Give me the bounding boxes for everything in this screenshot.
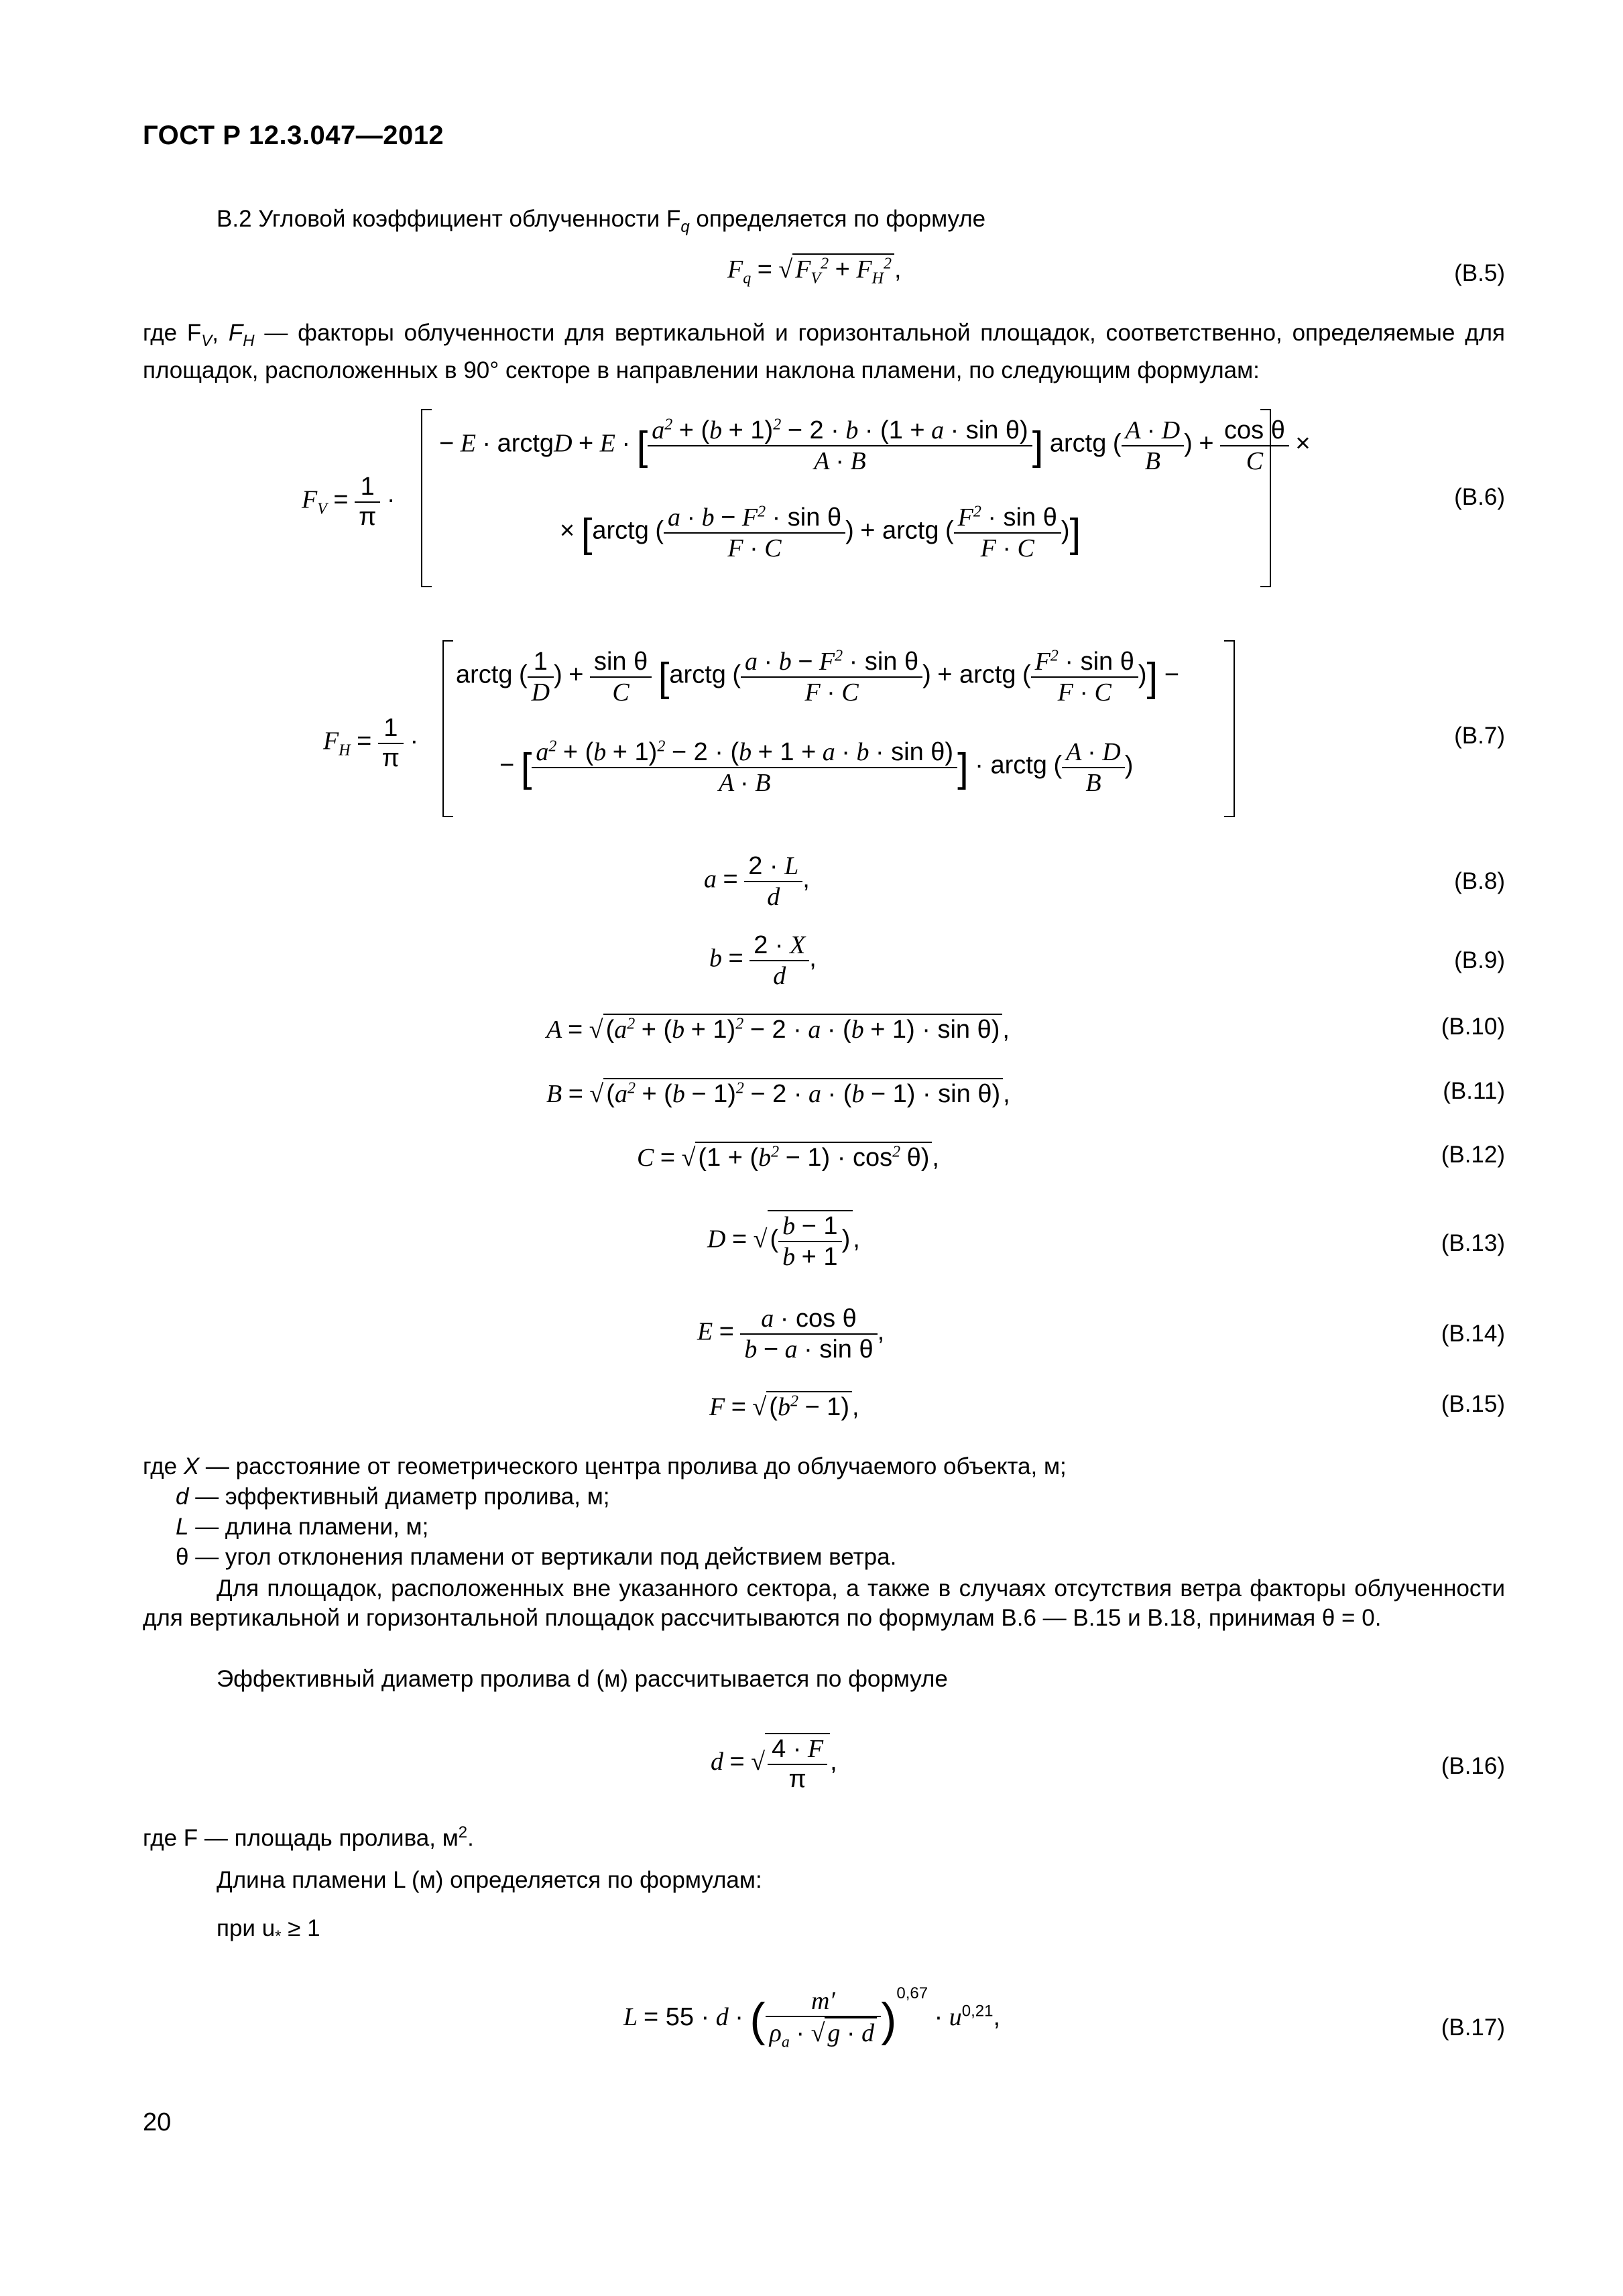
paragraph-b2-text: В.2 Угловой коэффициент облученности F xyxy=(217,206,681,232)
where-fv-prefix: где F xyxy=(143,320,202,346)
formula-b9: b = $\frac{2 \cdot X}{d}$ , xyxy=(709,931,817,990)
definition-symbol: d xyxy=(176,1484,189,1510)
formula-b10: A = √ $(a^2 + (b + 1)^2 - 2 \cdot a \cdot (b + 1) \cdot \sin \theta)$ , xyxy=(546,1014,1010,1044)
definition-symbol: L xyxy=(176,1514,189,1540)
definition-x: где X — расстояние от геометрического центра пролива до облучаемого объекта, м; xyxy=(143,1453,1067,1479)
paragraph-where-f: где F — площадь пролива, $м^2$. xyxy=(143,1823,474,1852)
definition-text: — расстояние от геометрического центра пролива до облучаемого объекта, м; xyxy=(205,1453,1067,1479)
paragraph-diameter: Эффективный диаметр пролива d (м) рассчитывается по формуле xyxy=(217,1666,948,1692)
right-brace xyxy=(1260,409,1271,587)
equation-number-b8: (В.8) xyxy=(1454,868,1505,894)
paragraph-condition: при $u_* \ge 1$ xyxy=(217,1915,320,1945)
equation-number-b7: (В.7) xyxy=(1454,723,1505,749)
equation-number-b11: (В.11) xyxy=(1443,1078,1505,1104)
equation-number-b9: (В.9) xyxy=(1454,947,1505,973)
definition-text: — эффективный диаметр пролива, м; xyxy=(195,1484,610,1510)
document-page: ГОСТ Р 12.3.047—2012 В.2 Угловой коэффициент облученности $F_q$ определяется по формуле $F_q$ = √ $F_V^2 + F_H^2$ , (В.5) где $F_V$, $F_H$ — факторы облученности для вертикальной и горизонтальной площадок, соответственно, определяемые для площадок, расположенных в 90° секторе в направлении наклона пламени, по следующим формулам: $F_V$ = $\frac{1}{\pi}$ · − E · arctgD + E · [ $\frac{a^2 + (b + 1)^2 - 2 \cdot b \cdot (1 + a \cdot \sin \theta)}{A \cdot B}$ ] arctg ( $\frac{A \cdot D}{B}$ ) + $\frac{\text{cos θ}}{C}$ × × [arctg ( $\frac{a \cdot b - F^2 \cdot \sin \theta}{F \cdot C}$ ) + arctg ( $\frac{F^2 \cdot \sin \theta}{F \cdot C}$ )] (В.6) $F_H$ = $\frac{1}{\pi}$ · arctg ( $\frac{1}{D}$ ) + $\frac{\text{sin θ}}{C}$ [arctg ( $\frac{a \cdot b - F^2 \cdot \sin \theta}{F \cdot C}$ ) + arctg ( $\frac{F^2 \cdot \sin \theta}{F \cdot C}$ )] − − [ $\frac{a^2 + (b + 1)^2 - 2 \cdot (b + 1 + a \cdot b \cdot \sin \theta)}{A \cdot B}$ ] · arctg ( $\frac{A \cdot D}{B}$ ) (В.7) a = $\frac{2 \cdot L}{d}$ , (В.8) b = $\frac{2 \cdot X}{d}$ , (В.9) A = √ $(a^2 + (b + 1)^2 - 2 \cdot a \cdot (b + 1) \cdot \sin \theta)$ , (В.10) B = √ $(a^2 + (b - 1)^2 - 2 \cdot a \cdot (b - 1) \cdot \sin \theta)$ , (В.11) C = √ $(1 + (b^2 - 1) \cdot \cos^2 \theta)$ , (В.12) D = √ ( $\frac{b - 1}{b + 1}$ ) , (В.13) E = $\frac{\text{a · cos θ}}{\text{b − a · sin θ}}$ , (В.14) F = √ $(b^2 - 1)$ , (В.15) где X — расстояние от геометрического центра пролива до облучаемого объекта, м; d — эффективный диаметр пролива, м; L — длина пламени, м; θ — угол отклонения пламени от вертикали под действием ветра. Для площадок, расположенных вне указанного сектора, а также в случаях отсутствия ветра факторы облученности для вертикальной и горизонтальной площадок рассчитываются по формулам В.6 — В.15 и В.18, принимая θ = 0. Эффективный диаметр пролива d (м) рассчитывается по формуле d = √ $\frac{4 \cdot F}{\pi}$ , (В.16) где F — площадь пролива, $м^2$. Длина пламени L (м) определяется по формулам: при $u_* \ge 1$ L = 55 · d · ( $\frac{m'}{\rho_a \cdot √ g \cdot d}$ )$^{0,67} \cdot u^{0,21}$, (В.17) 20 xyxy=(143,121,1506,2136)
left-brace xyxy=(421,409,432,587)
definition-d xyxy=(176,1484,610,1510)
definition-l xyxy=(176,1514,428,1540)
definition-symbol: θ xyxy=(176,1544,189,1570)
formula-b8: a = $\frac{2 \cdot L}{d}$ , xyxy=(704,852,810,911)
equation-number-b16: (В.16) xyxy=(1441,1753,1505,1779)
definition-symbol: X xyxy=(183,1453,200,1479)
formula-b12: C = √ $(1 + (b^2 - 1) \cdot \cos^2 \theta)$ , xyxy=(637,1142,939,1172)
formula-b11: B = √ $(a^2 + (b - 1)^2 - 2 \cdot a \cdot (b - 1) \cdot \sin \theta)$ , xyxy=(546,1078,1010,1109)
equation-number-b14: (В.14) xyxy=(1441,1321,1505,1347)
equation-number-b10: (В.10) xyxy=(1441,1014,1505,1040)
paragraph-where-fv-fh: где $F_V$, $F_H$ — факторы облученности для вертикальной и горизонтальной площадок, соответственно, определяемые для площадок, расположенных в 90° секторе в направлении наклона пламени, по следующим формулам: xyxy=(143,320,1506,383)
formula-b14: E = $\frac{\text{a · cos θ}}{\text{b − a · sin θ}}$ , xyxy=(697,1305,885,1364)
left-brace-b7 xyxy=(442,640,453,817)
definition-text: — угол отклонения пламени от вертикали под действием ветра. xyxy=(195,1544,897,1570)
equation-number-b15: (В.15) xyxy=(1441,1391,1505,1417)
where-fv-text: — факторы облученности для вертикальной и горизонтальной площадок, соответственно, определяемые для площадок, расположенных в 90° секторе в направлении наклона пламени, по следующим формулам: xyxy=(143,320,1506,383)
formula-b13: D = √ ( $\frac{b - 1}{b + 1}$ ) , xyxy=(707,1210,860,1272)
formula-b5: $F_q$ = √ $F_V^2 + F_H^2$ , xyxy=(727,253,902,288)
paragraph-b2 xyxy=(217,204,985,242)
equation-number-b12: (В.12) xyxy=(1441,1142,1505,1168)
paragraph-outside-sector: Для площадок, расположенных вне указанного сектора, а также в случаях отсутствия ветра факторы облученности для вертикальной и горизонтальной площадок рассчитываются по формулам В.6 — В.15 и В.18, принимая θ = 0. xyxy=(143,1575,1505,1631)
page-number: 20 xyxy=(143,2108,172,2136)
equation-number-b5: (В.5) xyxy=(1454,260,1505,286)
formula-b15: F = √ $(b^2 - 1)$ , xyxy=(709,1391,859,1422)
equation-number-b13: (В.13) xyxy=(1441,1230,1505,1256)
equation-number-b6: (В.6) xyxy=(1454,484,1505,510)
formula-b17: L = 55 · d · ( $\frac{m'}{\rho_a \cdot √ g \cdot d}$ )$^{0,67} \cdot u^{0,21}$, xyxy=(623,1984,1001,2052)
document-header: ГОСТ Р 12.3.047—2012 xyxy=(143,121,444,150)
paragraph-flame-length: Длина пламени L (м) определяется по формулам: xyxy=(217,1867,762,1893)
equation-number-b17: (В.17) xyxy=(1441,2014,1505,2041)
formula-b16: d = √ $\frac{4 \cdot F}{\pi}$ , xyxy=(711,1733,837,1794)
definition-text: — длина пламени, м; xyxy=(195,1514,429,1540)
paragraph-b2-subscript: q xyxy=(680,218,690,236)
paragraph-b2-tail: определяется по формуле xyxy=(689,206,986,232)
definition-theta xyxy=(176,1544,896,1571)
right-brace-b7 xyxy=(1224,640,1235,817)
